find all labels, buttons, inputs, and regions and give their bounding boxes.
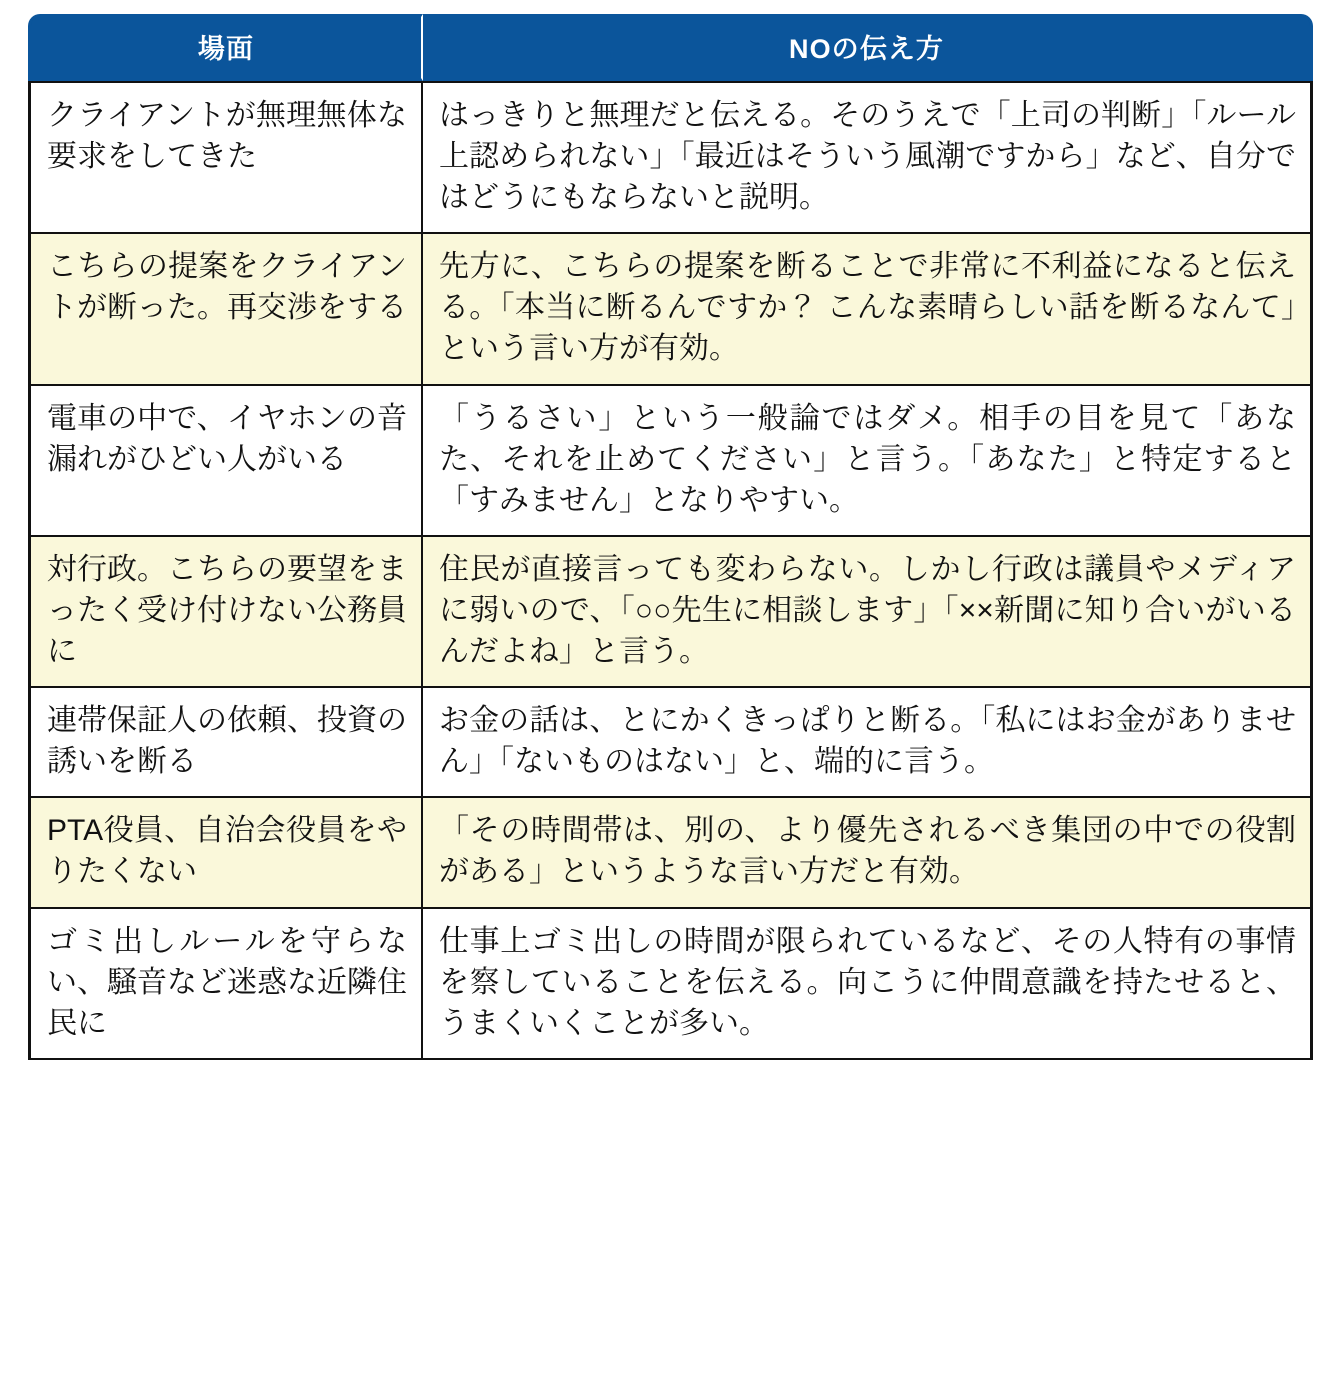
- scene-text: こちらの提案をクライアントが断った。再交渉をする: [47, 250, 407, 325]
- scene-text: 連帯保証人の依頼、投資の誘いを断る: [47, 704, 407, 779]
- table-row: [28, 386, 1313, 537]
- how-text: 仕事上ゴミ出しの時間が限られているなど、その人特有の事情を察していることを伝える。向こうに仲間意識を持たせると、うまくいくことが多い。: [439, 924, 1296, 1040]
- table-header-row: [28, 14, 1313, 81]
- cell-scene: [28, 798, 423, 908]
- cell-how: [423, 909, 1313, 1060]
- cell-how: [423, 688, 1313, 798]
- cell-scene: [28, 234, 423, 385]
- cell-scene: [28, 81, 423, 234]
- scene-text: クライアントが無理無体な要求をしてきた: [47, 99, 407, 174]
- cell-scene: [28, 688, 423, 798]
- table-row: [28, 81, 1313, 234]
- cell-how: [423, 386, 1313, 537]
- cell-scene: [28, 537, 423, 688]
- column-header-how: NOの伝え方: [423, 14, 1313, 81]
- table-body: [28, 81, 1313, 1060]
- cell-scene: [28, 386, 423, 537]
- table-row: [28, 234, 1313, 385]
- cell-how: [423, 537, 1313, 688]
- cell-how: [423, 234, 1313, 385]
- how-text: 「うるさい」という一般論ではダメ。相手の目を見て「あなた、それを止めてください」と言う。「あなた」と特定すると「すみません」となりやすい。: [439, 401, 1296, 517]
- cell-scene: [28, 909, 423, 1060]
- column-header-scene: 場面: [28, 14, 423, 81]
- how-text: 先方に、こちらの提案を断ることで非常に不利益になると伝える。「本当に断るんですか？ こんな素晴らしい話を断るなんて」という言い方が有効。: [439, 250, 1296, 366]
- scene-text: PTA役員、自治会役員をやりたくない: [47, 814, 407, 889]
- how-text: 住民が直接言っても変わらない。しかし行政は議員やメディアに弱いので、「○○先生に相談します」「××新聞に知り合いがいるんだよね」と言う。: [439, 552, 1296, 669]
- table-header: [28, 14, 1313, 81]
- how-text: お金の話は、とにかくきっぱりと断る。「私にはお金がありません」「ないものはない」と、端的に言う。: [439, 704, 1296, 779]
- table-row: [28, 798, 1313, 908]
- scene-text: 対行政。こちらの要望をまったく受け付けない公務員に: [47, 552, 407, 669]
- how-text: 「その時間帯は、別の、より優先されるべき集団の中での役割がある」というような言い方だと有効。: [439, 814, 1296, 889]
- table-row: [28, 909, 1313, 1060]
- scene-text: ゴミ出しルールを守らない、騒音など迷惑な近隣住民に: [47, 924, 407, 1040]
- cell-how: [423, 798, 1313, 908]
- table-row: [28, 688, 1313, 798]
- no-communication-table: [28, 14, 1313, 1060]
- table-row: [28, 537, 1313, 688]
- cell-how: [423, 81, 1313, 234]
- scene-text: 電車の中で、イヤホンの音漏れがひどい人がいる: [47, 401, 407, 476]
- how-text: はっきりと無理だと伝える。そのうえで「上司の判断」「ルール上認められない」「最近はそういう風潮ですから」など、自分ではどうにもならないと説明。: [439, 99, 1296, 215]
